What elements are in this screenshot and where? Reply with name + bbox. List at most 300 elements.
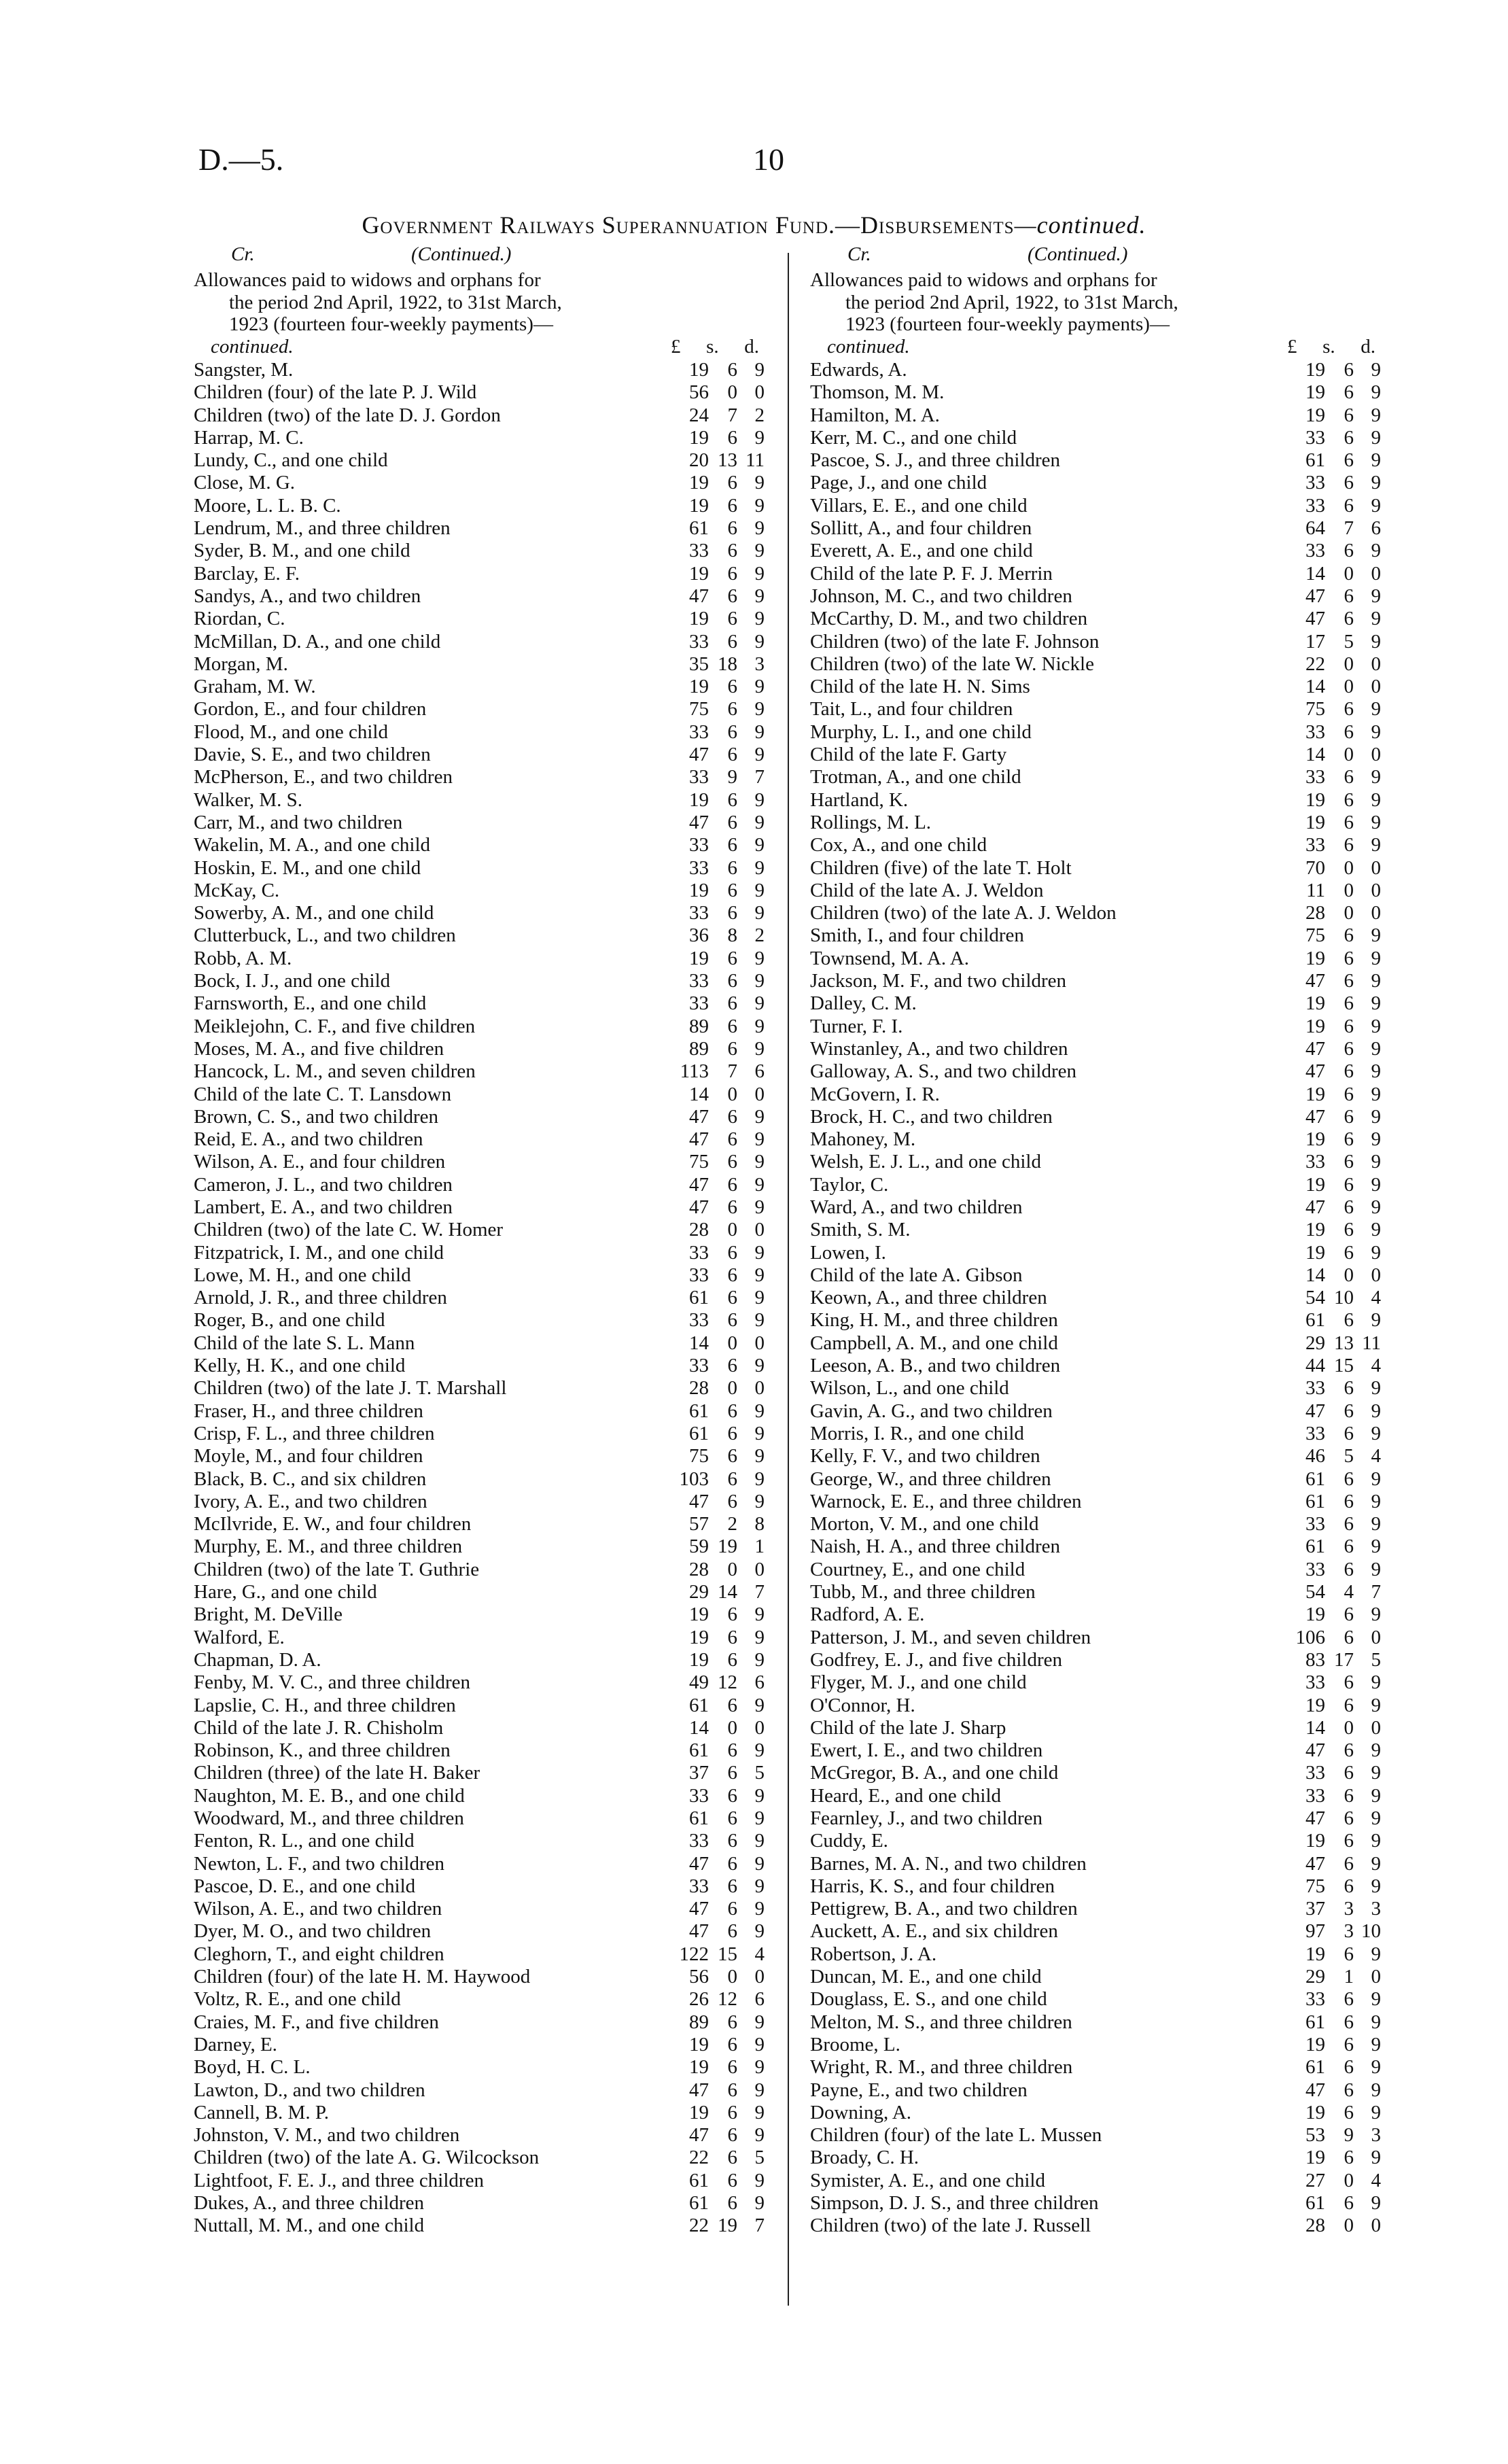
pounds-value: 33 [689,856,709,879]
shillings-value: 6 [727,1603,737,1626]
allowance-row [194,1920,765,1943]
shillings-value: 10 [1334,1287,1354,1309]
payee-name: Naish, H. A., and three children [810,1535,1061,1558]
pence-value: 0 [1371,562,1381,585]
pounds-value: 19 [689,1603,709,1626]
payee-name: Harris, K. S., and four children [810,1875,1055,1897]
allowance-row [194,1695,765,1717]
allowance-row [810,495,1381,517]
pence-value: 9 [754,2101,765,2123]
pounds-value: 19 [689,2056,709,2079]
pounds-value: 70 [1305,856,1325,879]
allowance-row [194,721,765,744]
allowance-row [194,359,765,381]
pounds-value: 27 [1305,2169,1325,2191]
payee-name: McIlvride, E. W., and four children [194,1513,472,1535]
amount [671,1219,765,1241]
allowance-row [194,404,765,427]
amount [671,766,765,788]
pounds-value: 89 [689,1037,709,1060]
pence-value: 9 [754,1603,765,1626]
pounds-value: 47 [689,811,709,833]
amount [671,1445,765,1468]
pence-value: 9 [1371,1852,1381,1875]
pounds-value: 47 [689,1920,709,1943]
allowance-row [810,1762,1381,1784]
amount [671,653,765,676]
amount [1287,1762,1381,1784]
pounds-value: 19 [1305,1943,1325,1965]
shillings-value: 6 [727,879,737,901]
shillings-value: 6 [727,1241,737,1264]
pounds-value: 47 [1305,970,1325,992]
payee-name: Taylor, C. [810,1173,889,1196]
shillings-value: 6 [727,517,737,540]
pounds-value: 47 [689,1490,709,1512]
pounds-value: 19 [689,494,709,517]
allowance-row [810,449,1381,472]
allowance-row [194,1264,765,1287]
pounds-value: 56 [689,1966,709,1988]
amount [671,427,765,449]
allowance-row [810,1038,1381,1060]
amount [1287,1355,1381,1377]
pence-value: 6 [754,1671,765,1694]
pounds-value: 14 [689,1716,709,1739]
payee-name: Naughton, M. E. B., and one child [194,1784,465,1807]
amount [671,1355,765,1377]
allowance-row [810,766,1381,788]
amount [1287,1106,1381,1128]
amount [1287,2192,1381,2215]
amount [1287,381,1381,404]
allowance-row [194,1083,765,1106]
pounds-value: 75 [1305,698,1325,721]
amount [671,2215,765,2237]
right-column [810,243,1381,2238]
allowance-row [810,1287,1381,1309]
amount [1287,1196,1381,1219]
amount [671,721,765,744]
amount [1287,1920,1381,1943]
pounds-value: 14 [1305,744,1325,766]
shillings-value: 6 [727,721,737,743]
pence-value: 9 [1371,970,1381,992]
section-heading [810,269,1381,358]
shillings-value: 0 [727,381,737,404]
payee-name: Fitzpatrick, I. M., and one child [194,1241,444,1264]
pounds-value: 33 [1305,1671,1325,1694]
pounds-value: 47 [1305,1807,1325,1829]
shillings-value: 6 [727,540,737,562]
allowance-row [810,1400,1381,1423]
shillings-value: 6 [1344,1151,1354,1173]
pounds-value: 47 [1305,608,1325,630]
shillings-value: 0 [727,1219,737,1241]
payee-name: Tubb, M., and three children [810,1581,1036,1603]
pounds-value: 61 [1305,2011,1325,2033]
amount [671,1920,765,1943]
payee-name: Symister, A. E., and one child [810,2169,1045,2191]
pounds-value: 61 [1305,1490,1325,1512]
pounds-value: 19 [689,676,709,698]
shillings-value: 3 [1344,1898,1354,1920]
shillings-value: 6 [727,1264,737,1286]
payee-name: Auckett, A. E., and six children [810,1920,1058,1943]
amount [671,1332,765,1355]
payee-name: Pascoe, S. J., and three children [810,449,1061,472]
pence-value: 9 [754,1626,765,1648]
allowance-row [810,2170,1381,2192]
payee-name: Children (two) of the late D. J. Gordon [194,404,501,426]
pounds-value: 33 [689,1309,709,1332]
pounds-value: 19 [689,2101,709,2123]
pence-value: 9 [1371,1535,1381,1558]
pence-value: 9 [1371,1037,1381,1060]
pounds-value: 33 [689,1241,709,1264]
pence-value: 9 [1371,1173,1381,1196]
payee-name: Black, B. C., and six children [194,1468,427,1490]
shillings-value: 6 [727,1422,737,1444]
pence-value: 9 [754,1445,765,1468]
pence-value: 9 [754,1739,765,1762]
shillings-value: 6 [727,1784,737,1807]
allowance-row [810,631,1381,653]
allowance-row [810,1264,1381,1287]
pence-value: 9 [754,426,765,449]
pounds-value: 19 [689,472,709,494]
pence-value: 11 [1362,1332,1381,1354]
shillings-value: 6 [727,1400,737,1422]
shillings-value: 0 [1344,856,1354,879]
pounds-value: 19 [689,359,709,381]
shillings-value: 6 [727,630,737,653]
payee-name: Barnes, M. A. N., and two children [810,1852,1087,1875]
pounds-value: 14 [1305,676,1325,698]
shillings-value: 6 [1344,1603,1354,1626]
amount [1287,1943,1381,1966]
shillings-value: 13 [1334,1332,1354,1354]
shillings-value: 6 [1344,924,1354,947]
amount [1287,1559,1381,1581]
amount [1287,1400,1381,1423]
allowance-row [810,359,1381,381]
allowance-row [194,427,765,449]
payee-name: Hare, G., and one child [194,1581,377,1603]
pounds-value: 14 [689,1332,709,1354]
pounds-value: 36 [689,924,709,947]
payee-name: Children (three) of the late H. Baker [194,1762,480,1784]
payee-name: Child of the late F. Garty [810,744,1007,766]
allowance-row [810,404,1381,427]
heading-line: the period 2nd April, 1922, to 31st March, [229,291,562,313]
amount [671,1309,765,1332]
payee-name: Gordon, E., and four children [194,698,427,721]
allowance-row [194,1355,765,1377]
pence-value: 9 [754,1105,765,1128]
amount [1287,2056,1381,2079]
amount [671,2034,765,2056]
heading-line: 1923 (fourteen four-weekly payments)— [845,313,1170,335]
pounds-value: 75 [689,1445,709,1468]
allowance-row [810,1581,1381,1603]
shillings-value: 3 [1344,1920,1354,1943]
pence-value: 9 [1371,1490,1381,1512]
shillings-value: 0 [1344,676,1354,698]
pounds-value: 11 [1306,879,1325,901]
amount [1287,1966,1381,1988]
shillings-unit: s. [1322,335,1335,358]
allowance-row [810,1355,1381,1377]
payee-name: Tait, L., and four children [810,698,1013,721]
shillings-value: 17 [1334,1648,1354,1671]
pounds-value: 19 [1305,2033,1325,2055]
allowance-row [810,1649,1381,1671]
payee-name: Lowen, I. [810,1241,886,1264]
amount [671,1264,765,1287]
shillings-value: 6 [727,2056,737,2079]
payee-name: Lambert, E. A., and two children [194,1196,453,1218]
pounds-value: 33 [1305,472,1325,494]
shillings-value: 6 [727,1037,737,1060]
shillings-value: 9 [1344,2124,1354,2147]
payee-name: Jackson, M. F., and two children [810,970,1067,992]
shillings-value: 6 [727,585,737,607]
amount [671,1898,765,1920]
shillings-value: 6 [1344,1241,1354,1264]
shillings-value: 6 [1344,1309,1354,1332]
amount [671,1785,765,1807]
shillings-value: 6 [727,2124,737,2147]
pence-value: 9 [754,1241,765,1264]
payee-name: Campbell, A. M., and one child [810,1332,1058,1354]
amount [1287,1853,1381,1875]
pounds-value: 89 [689,2011,709,2033]
amount [1287,1988,1381,2011]
pounds-value: 33 [1305,540,1325,562]
payee-name: Fraser, H., and three children [194,1400,423,1422]
amount [671,676,765,698]
shillings-value: 6 [727,1898,737,1920]
allowance-row [810,1332,1381,1355]
amount [671,1649,765,1671]
shillings-value: 6 [727,1128,737,1151]
amount [671,834,765,856]
allowance-row [810,992,1381,1015]
payee-name: Woodward, M., and three children [194,1807,464,1829]
payee-name: Walker, M. S. [194,788,303,811]
allowance-list [194,359,765,2238]
allowance-row [194,812,765,834]
pounds-value: 28 [689,1377,709,1400]
amount [1287,1627,1381,1649]
pence-value: 9 [754,1875,765,1897]
payee-name: Cleghorn, T., and eight children [194,1943,444,1965]
pence-value: 9 [1371,1739,1381,1762]
pence-value: 9 [754,879,765,901]
payee-name: Murphy, L. I., and one child [810,721,1032,743]
pence-value: 9 [754,1920,765,1943]
allowance-row [194,2170,765,2192]
payee-name: Broome, L. [810,2033,900,2055]
allowance-row [810,1739,1381,1762]
allowance-row [194,970,765,992]
shillings-value: 6 [1344,1852,1354,1875]
allowance-row [194,1535,765,1558]
page-title [0,211,1508,239]
payee-name: Edwards, A. [810,359,907,381]
amount [1287,902,1381,924]
pounds-value: 47 [689,585,709,607]
amount [1287,517,1381,540]
amount [671,2192,765,2215]
amount [1287,970,1381,992]
amount [1287,1016,1381,1038]
pence-value: 9 [754,676,765,698]
allowance-row [194,1060,765,1083]
allowance-row [194,563,765,585]
payee-name: Wilson, L., and one child [810,1377,1009,1400]
amount [1287,2147,1381,2169]
allowance-row [194,1853,765,1875]
payee-name: Downing, A. [810,2101,912,2123]
pence-value: 9 [754,1898,765,1920]
pounds-value: 75 [689,698,709,721]
shillings-value: 6 [727,947,737,969]
pounds-value: 61 [689,1739,709,1762]
pence-value: 0 [1371,2215,1381,2237]
amount [671,359,765,381]
amount [1287,563,1381,585]
amount [1287,2102,1381,2124]
shillings-value: 6 [727,2079,737,2101]
allowance-row [194,1128,765,1151]
pence-value: 9 [1371,1468,1381,1490]
allowance-row [194,1966,765,1988]
allowance-row [810,1966,1381,1988]
pounds-value: 47 [689,1898,709,1920]
amount [671,2124,765,2147]
shillings-value: 6 [1344,788,1354,811]
shillings-value: 6 [1344,1105,1354,1128]
amount [1287,2011,1381,2034]
payee-name: Children (two) of the late J. Russell [810,2215,1091,2237]
payee-name: Smith, S. M. [810,1219,911,1241]
payee-name: Wilson, A. E., and four children [194,1151,446,1173]
amount [671,608,765,630]
allowance-row [194,1038,765,1060]
allowance-row [194,1807,765,1830]
shillings-value: 6 [727,1151,737,1173]
pounds-value: 29 [1305,1966,1325,1988]
shillings-value: 6 [727,856,737,879]
shillings-value: 6 [727,1852,737,1875]
shillings-value: 6 [1344,494,1354,517]
section-heading [194,269,765,358]
allowance-row [194,2011,765,2034]
pounds-value: 22 [689,2215,709,2237]
pence-value: 7 [754,766,765,788]
page-number: 10 [753,142,784,177]
pence-value: 0 [1371,1966,1381,1988]
payee-name: Child of the late C. T. Lansdown [194,1083,452,1105]
pounds-value: 19 [689,788,709,811]
payee-name: Payne, E., and two children [810,2079,1028,2101]
shillings-value: 6 [1344,608,1354,630]
heading-line [194,336,765,358]
amount [1287,676,1381,698]
pence-value: 9 [1371,608,1381,630]
amount [1287,427,1381,449]
pounds-value: 61 [689,1287,709,1309]
pence-value: 9 [1371,924,1381,947]
pounds-value: 24 [689,404,709,426]
payee-name: McMillan, D. A., and one child [194,630,441,653]
pounds-value: 33 [689,721,709,743]
shillings-value: 6 [1344,1784,1354,1807]
allowance-row [194,1468,765,1491]
amount [1287,1535,1381,1558]
payee-name: Child of the late P. F. J. Merrin [810,562,1053,585]
pence-value: 9 [1371,1083,1381,1105]
allowance-row [810,1695,1381,1717]
pence-value: 9 [1371,1762,1381,1784]
pence-value: 4 [1371,1287,1381,1309]
shillings-value: 6 [1344,381,1354,404]
payee-name: Pettigrew, B. A., and two children [810,1898,1078,1920]
allowance-row [194,1423,765,1445]
shillings-value: 6 [727,2033,737,2055]
pounds-value: 19 [689,562,709,585]
amount [671,1559,765,1581]
pounds-value: 14 [1305,562,1325,585]
heading-continued: continued. [211,335,294,358]
pence-value: 0 [1371,653,1381,675]
amount [1287,631,1381,653]
payee-name: Hoskin, E. M., and one child [194,856,421,879]
pounds-value: 47 [1305,1196,1325,1218]
allowance-row [194,1603,765,1626]
amount [1287,721,1381,744]
pounds-value: 20 [689,449,709,472]
amount [671,381,765,404]
payee-name: Barclay, E. F. [194,562,300,585]
pounds-value: 97 [1305,1920,1325,1943]
payee-name: Hamilton, M. A. [810,404,940,426]
payee-name: Fenby, M. V. C., and three children [194,1671,471,1694]
shillings-value: 6 [727,1468,737,1490]
allowance-row [810,924,1381,947]
allowance-list [810,359,1381,2238]
amount [1287,1671,1381,1694]
pence-value: 9 [1371,381,1381,404]
pounds-value: 61 [689,517,709,540]
shillings-value: 7 [727,1060,737,1083]
payee-name: Flood, M., and one child [194,721,388,743]
shillings-value: 0 [1344,2215,1354,2237]
payee-name: Crisp, F. L., and three children [194,1422,435,1444]
amount [1287,834,1381,856]
shillings-value: 0 [727,1558,737,1580]
allowance-row [194,789,765,812]
pence-value: 0 [1371,676,1381,698]
shillings-value: 6 [727,834,737,856]
shillings-value: 4 [1344,1581,1354,1603]
pence-value: 9 [754,970,765,992]
payee-name: Child of the late S. L. Mann [194,1332,415,1354]
amount [671,1671,765,1694]
pounds-value: 57 [689,1513,709,1535]
